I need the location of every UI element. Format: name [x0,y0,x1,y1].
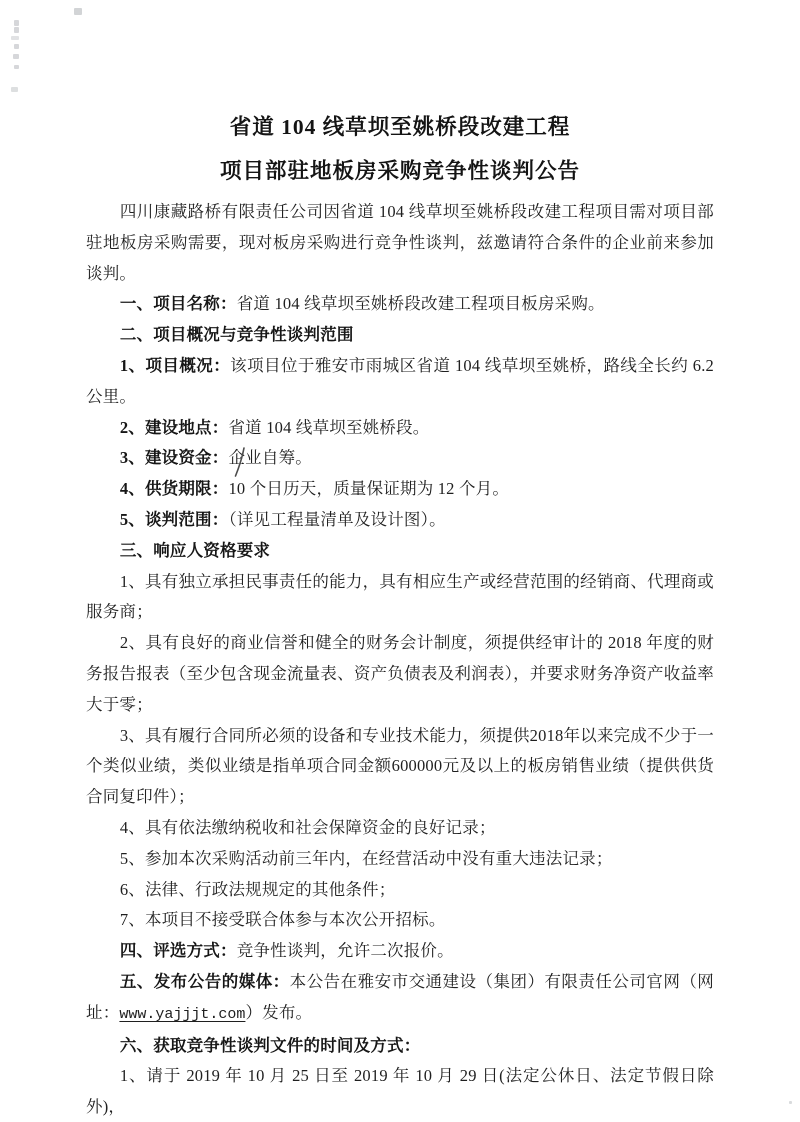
scan-artifact [74,8,82,15]
item-label: 4、供货期限： [119,479,229,499]
section-6-item-1: 1、请于 2019 年 10 月 25 日至 2019 年 10 月 29 日(法定公休日、法定节假日除外)， [86,1066,714,1117]
section-1-project-name [86,289,714,320]
intro-paragraph: 四川康藏路桥有限责任公司因省道 104 线草坝至姚桥段改建工程项目需对项目部驻地板房采购需要，现对板房采购进行竞争性谈判，兹邀请符合条件的企业前来参加谈判。 [86,202,714,283]
section-2-item-3 [86,443,714,474]
section-2-item-2 [86,413,714,444]
scan-artifact [14,20,19,26]
section-3-item-2: 2、具有良好的商业信誉和健全的财务会计制度，须提供经审计的 2018 年度的财务报告报表（至少包含现金流量表、资产负债表及利润表），并要求财务净资产收益率大于零； [86,633,714,714]
scan-artifact [14,27,19,33]
scan-artifact [11,87,18,92]
item-label: 5、谈判范围： [119,509,229,529]
section-5-announcement-media [86,967,714,1031]
section-3-item-5: 5、参加本次采购活动前三年内，在经营活动中没有重大违法记录； [119,848,613,868]
scan-artifact [14,65,19,69]
item-text: 省道 104 线草坝至姚桥段。 [228,417,430,437]
section-4-selection-method [86,936,714,967]
section-3-item-6: 6、法律、行政法规规定的其他条件； [119,879,396,899]
item-label: 2、建设地点： [119,417,229,437]
document-content [0,115,800,1122]
item-text: 该项目位于雅安市雨城区省道 104 线草坝至姚桥，路线全长约 6.2 公里。 [86,355,714,406]
item-text: 企业自筹。 [228,448,312,468]
scan-artifact [789,1101,792,1104]
document-body [86,197,714,1122]
section-5-label: 五、发布公告的媒体： [119,971,290,991]
section-3-item-4: 4、具有依法缴纳税收和社会保障资金的良好记录； [119,817,496,837]
scan-artifact [13,54,19,59]
scan-artifact [11,36,19,40]
section-4-text: 竞争性谈判，允许二次报价。 [236,941,454,961]
section-3-heading: 三、响应人资格要求 [119,540,271,560]
section-6-heading: 六、获取竞争性谈判文件的时间及方式： [119,1035,421,1055]
section-4-label: 四、评选方式： [119,941,237,961]
doc-title-line2: 项目部驻地板房采购竞争性谈判公告 [219,159,580,183]
section-3-item-7: 7、本项目不接受联合体参与本次公开招标。 [119,910,446,930]
section-2-heading: 二、项目概况与竞争性谈判范围 [119,325,354,345]
section-2-item-1 [86,351,714,413]
scan-artifact [14,44,19,49]
website-url: www.yajjjt.com [119,1005,246,1023]
section-1-text: 省道 104 线草坝至姚桥段改建工程项目板房采购。 [236,294,605,314]
section-3-item-1: 1、具有独立承担民事责任的能力，具有相应生产或经营范围的经销商、代理商或服务商； [86,571,714,622]
section-5-text-after-url: ）发布。 [245,1002,313,1022]
section-2-item-4 [86,474,714,505]
item-text: 10 个日历天，质量保证期为 12 个月。 [228,479,510,499]
item-text: （详见工程量清单及设计图）。 [228,509,446,529]
section-5-text-before-url: 本公告在雅安市交通建设（集团）有限责任公司官网（网址： [86,971,715,1022]
section-3-item-3: 3、具有履行合同所必须的设备和专业技术能力，须提供2018年以来完成不少于一个类似业绩，类似业绩是指单项合同金额600000元及以上的板房销售业绩（提供供货合同复印件）； [86,725,714,807]
item-label: 3、建设资金： [119,448,229,468]
doc-title-line1: 省道 104 线草坝至姚桥段改建工程 [229,115,571,139]
section-1-label: 一、项目名称： [119,294,237,314]
section-2-item-5 [86,505,714,536]
item-label: 1、项目概况： [119,355,231,375]
